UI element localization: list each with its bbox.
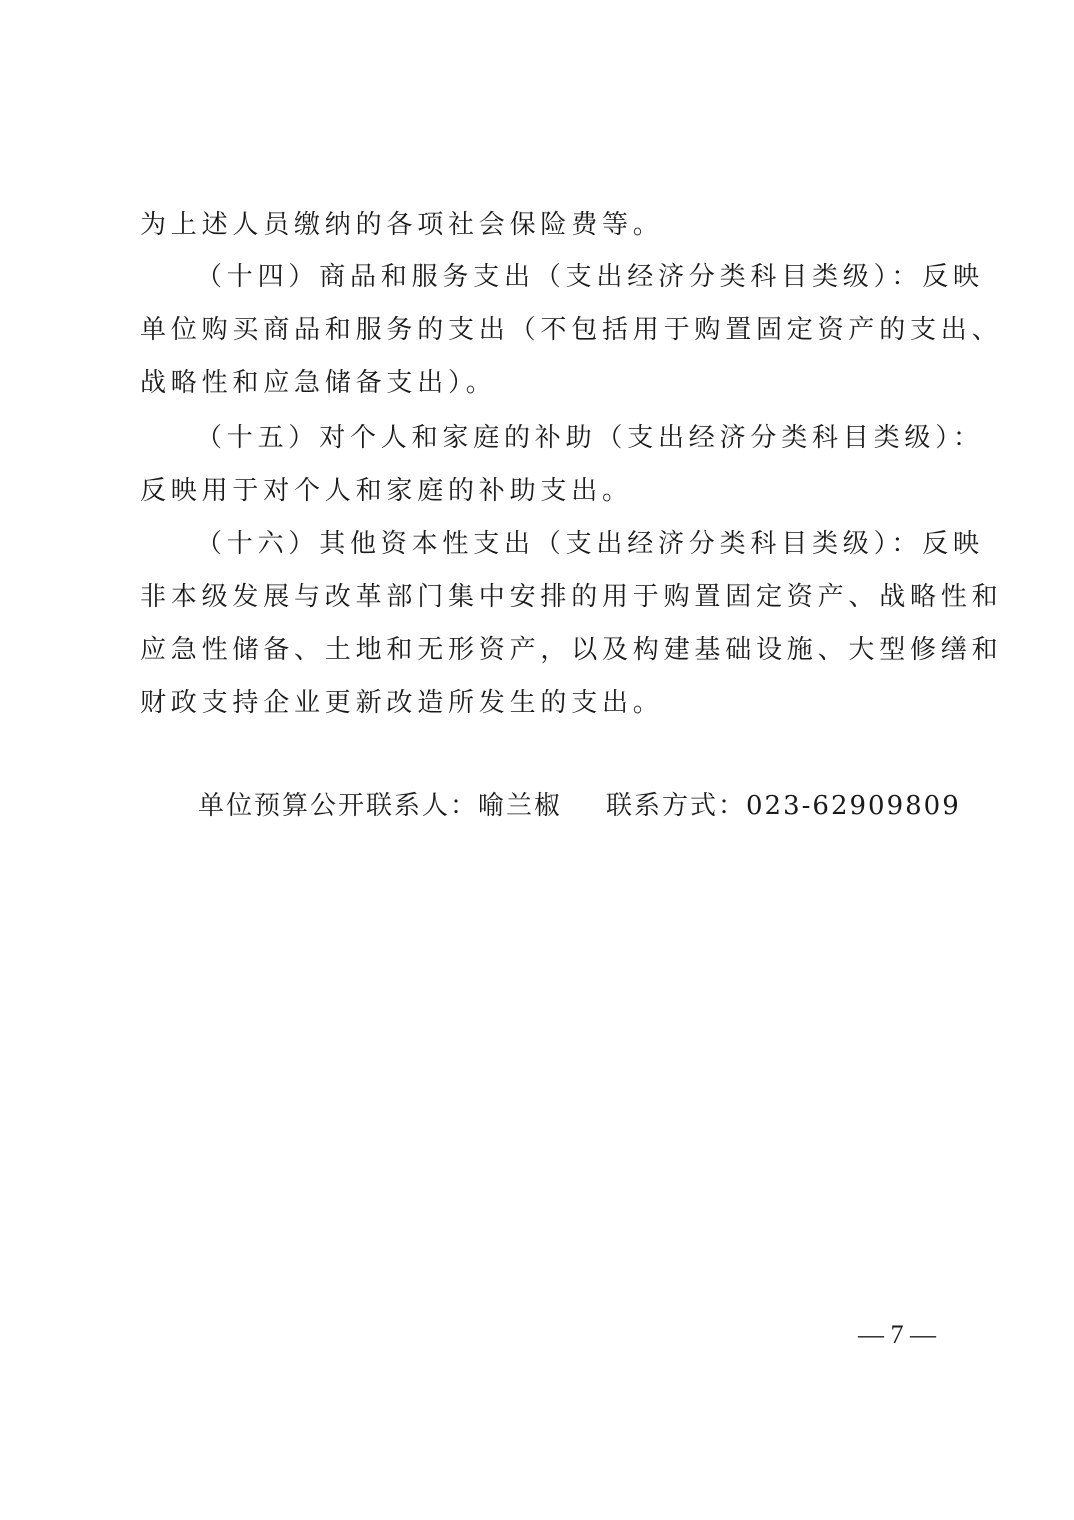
section-heading-line: （十四）商品和服务支出（支出经济分类科目类级）：反映 <box>196 262 984 292</box>
paragraph-line: 应急性储备、土地和无形资产，以及构建基础设施、大型修缮和 <box>140 635 1003 665</box>
contact-info <box>198 789 961 823</box>
page-number: — 7 — <box>858 1320 936 1349</box>
paragraph-line: 反映用于对个人和家庭的补助支出。 <box>140 476 633 506</box>
section-heading-line: （十六）其他资本性支出（支出经济分类科目类级）：反映 <box>196 529 984 559</box>
paragraph-line: 为上述人员缴纳的各项社会保险费等。 <box>140 210 664 240</box>
paragraph-line: 非本级发展与改革部门集中安排的用于购置固定资产、战略性和 <box>140 582 1003 612</box>
paragraph-line: 单位购买商品和服务的支出（不包括用于购置固定资产的支出、 <box>140 315 1003 345</box>
contact-person: 单位预算公开联系人：喻兰椒 <box>198 791 563 821</box>
paragraph-line: 战略性和应急储备支出）。 <box>140 368 497 398</box>
contact-method: 联系方式：023-62909809 <box>606 791 961 821</box>
paragraph-line: 财政支持企业更新改造所发生的支出。 <box>140 688 664 718</box>
section-heading-line: （十五）对个人和家庭的补助（支出经济分类科目类级）： <box>196 423 984 453</box>
